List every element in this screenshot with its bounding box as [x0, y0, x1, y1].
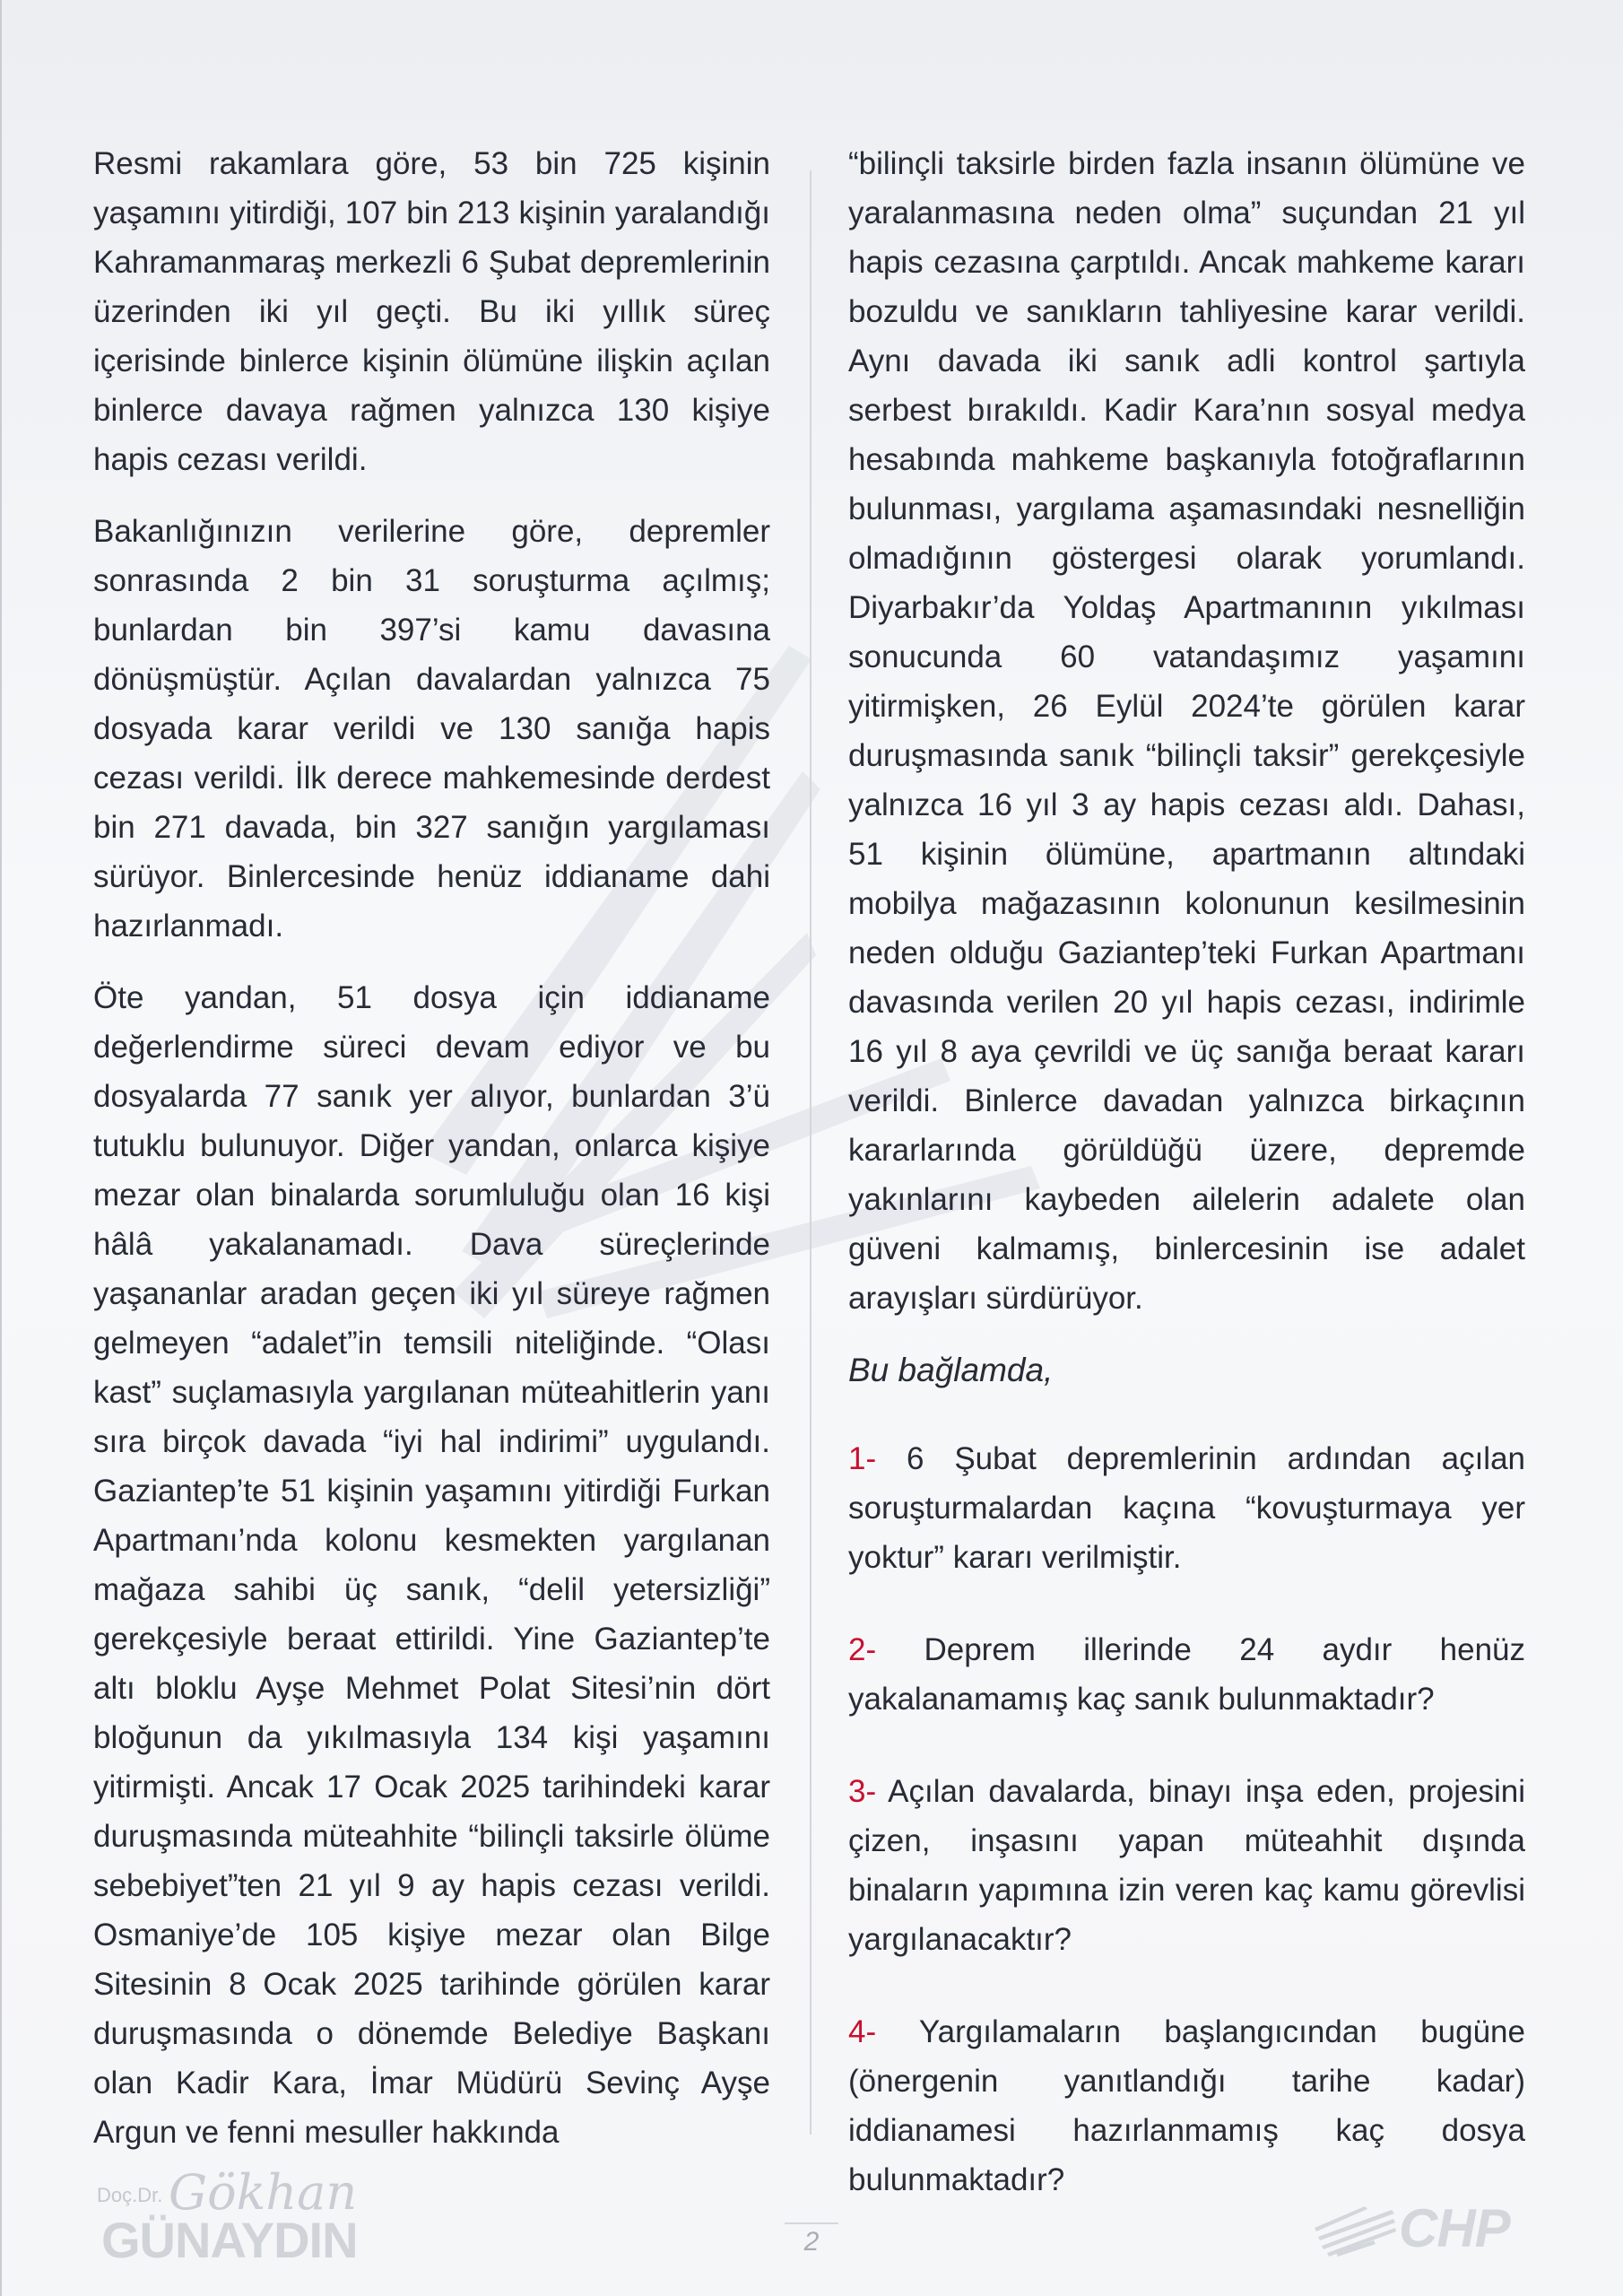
author-signature: Gökhan — [169, 2164, 358, 2221]
left-paragraph-1: Resmi rakamlara göre, 53 bin 725 kişinin yaşamını yitirdiği, 107 bin 213 kişinin yaralandığı Kahramanmaraş merkezli 6 Şubat depremlerinin üzerinden iki yıl geçti. Bu iki yıllık süreç içerisinde binlerce kişinin ölümüne ilişkin açılan binlerce davaya rağmen yalnızca 130 kişiye hapis cezası verildi. — [93, 146, 770, 477]
party-logo-text: CHP — [1399, 2198, 1510, 2258]
question-2 — [848, 1625, 1525, 1724]
question-text: 6 Şubat depremlerinin ardından açılan soruşturmalardan kaçına “kovuşturmaya yer yoktur” kararı verilmiştir. — [848, 1441, 1525, 1575]
left-column — [93, 139, 770, 2179]
party-rays-icon — [1311, 2205, 1396, 2258]
question-4 — [848, 2007, 1525, 2205]
question-3 — [848, 1767, 1525, 1964]
author-name: GÜNAYDIN — [101, 2212, 358, 2268]
question-number: 1- — [848, 1441, 877, 1476]
question-number: 4- — [848, 2014, 877, 2049]
left-paragraph-3: Öte yandan, 51 dosya için iddianame değerlendirme süreci devam ediyor ve bu dosyalarda 77 sanık yer alıyor, bunlardan 3’ü tutuklu bulunuyor. Diğer yandan, onlarca kişiye mezar olan binalarda sorumluluğu olan 16 kişi hâlâ yakalanamadı. Dava süreçlerinde yaşananlar aradan geçen iki yıl süreye rağmen gelmeyen “adalet”in temsili niteliğinde. “Olası kast” suçlamasıyla yargılanan müteahitlerin yanı sıra birçok davada “iyi hal indirimi” uygulandı. Gaziantep’te 51 kişinin yaşamını yitirdiği Furkan Apartmanı’nda kolonu kesmekten yargılanan mağaza sahibi üç sanık, “delil yetersizliği” gerekçesiyle beraat ettirildi. Yine Gaziantep’te altı bloklu Ayşe Mehmet Polat Sitesi’nin dört bloğunun da yıkılmasıyla 134 kişi yaşamını yitirmişti. Ancak 17 Ocak 2025 tarihindeki karar duruşmasında müteahhite “bilinçli taksirle ölüme sebebiyet”ten 21 yıl 9 ay hapis cezası verildi. Osmaniye’de 105 kişiye mezar olan Bilge Sitesinin 8 Ocak 2025 tarihinde görülen karar duruşmasında o dönemde Belediye Başkanı olan Kadir Kara, İmar Müdürü Sevinç Ayşe Argun ve fenni mesuller hakkında — [93, 980, 770, 2150]
question-text: Yargılamaların başlangıcından bugüne (önergenin yanıtlandığı tarihe kadar) iddianamesi hazırlanmamış kaç dosya bulunmaktadır? — [848, 2014, 1525, 2197]
author-watermark — [97, 2164, 358, 2274]
question-text: Açılan davalarda, binayı inşa eden, projesini çizen, inşasını yapan müteahhit dışında binaların yapımına izin veren kaç kamu görevlisi yargılanacaktır? — [848, 1774, 1525, 1957]
column-divider — [810, 170, 812, 2135]
right-column — [848, 139, 1525, 2248]
right-paragraph: “bilinçli taksirle birden fazla insanın ölümüne ve yaralanmasına neden olma” suçundan 21 yıl hapis cezasına çarptıldı. Ancak mahkeme kararı bozuldu ve sanıkların tahliyesine karar verildi. Aynı davada iki sanık adli kontrol şartıyla serbest bırakıldı. Kadir Kara’nın sosyal medya hesabında mahkeme başkanıyla fotoğraflarının bulunması, yargılama aşamasındaki nesnelliğin olmadığının göstergesi olarak yorumlandı. Diyarbakır’da Yoldaş Apartmanının yıkılması sonucunda 60 vatandaşımız yaşamını yitirmişken, 26 Eylül 2024’te görülen karar duruşmasında sanık “bilinçli taksir” gerekçesiyle yalnızca 16 yıl 3 ay hapis cezası aldı. Dahası, 51 kişinin ölümüne, apartmanın altındaki mobilya mağazasının kolonunun kesilmesinin neden olduğu Gaziantep’teki Furkan Apartmanı davasında verilen 20 yıl hapis cezası, indirimle 16 yıl 8 aya çevrildi ve üç sanığa beraat kararı verildi. Binlerce davadan yalnızca birkaçının kararlarında görüldüğü üzere, depremde yakınlarını kaybeden ailelerin adalete olan güveni kalmamış, binlercesinin ise adalet arayışları sürdürüyor. — [848, 146, 1525, 1316]
question-1 — [848, 1434, 1525, 1582]
question-text: Deprem illerinde 24 aydır henüz yakalanamamış kaç sanık bulunmaktadır? — [848, 1632, 1525, 1717]
lead-in: Bu bağlamda, — [848, 1352, 1054, 1388]
question-number: 3- — [848, 1774, 877, 1809]
party-logo — [1311, 2197, 1544, 2269]
page-number-rule — [785, 2222, 838, 2224]
author-title: Doç.Dr. — [97, 2184, 163, 2206]
left-paragraph-2: Bakanlığınızın verilerine göre, depremler sonrasında 2 bin 31 soruşturma açılmış; bunlardan bin 397’si kamu davasına dönüşmüştür. Açılan davalardan yalnızca 75 dosyada karar verildi ve 130 sanığa hapis cezası verildi. İlk derece mahkemesinde derdest bin 271 davada, bin 327 sanığın yargılaması sürüyor. Binlercesinde henüz iddianame dahi hazırlanmadı. — [93, 514, 770, 944]
page-number: 2 — [803, 2227, 820, 2257]
question-number: 2- — [848, 1632, 877, 1667]
